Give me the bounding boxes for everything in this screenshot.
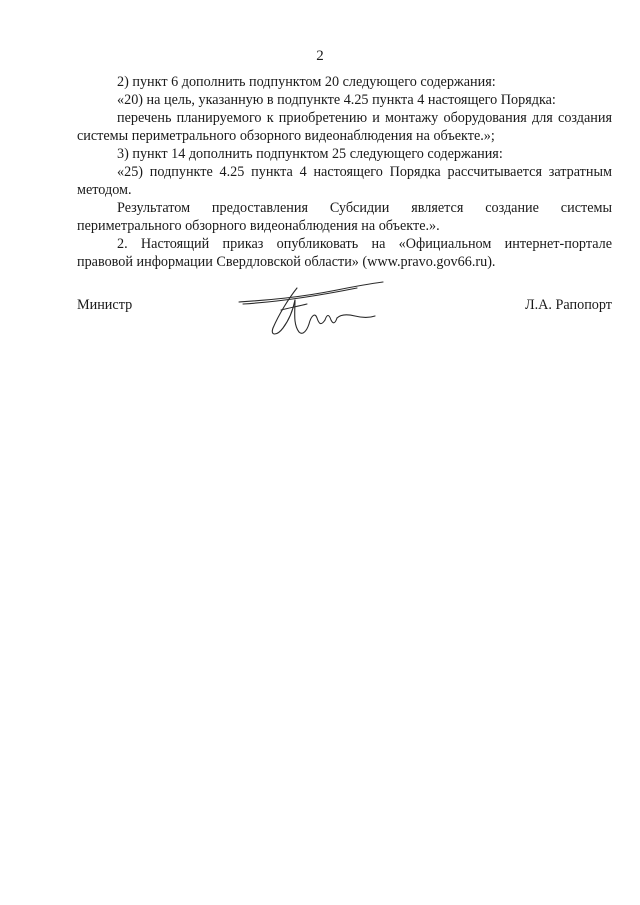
signer-title: Министр	[77, 297, 133, 313]
paragraph: перечень планируемого к приобретению и монтажу оборудования для создания системы периметрального обзорного видеонаблюдения на объекте.»;	[77, 110, 612, 144]
page-number: 2	[316, 48, 324, 64]
signer-name: Л.А. Рапопорт	[525, 297, 612, 313]
paragraph: «25) подпункте 4.25 пункта 4 настоящего Порядка рассчитывается затратным методом.	[77, 164, 612, 198]
handwritten-signature	[237, 280, 387, 342]
signature-block	[77, 280, 612, 340]
document-body	[77, 73, 612, 271]
paragraph: 2. Настоящий приказ опубликовать на «Официальном интернет-портале правовой информации Свердловской области» (www.pravo.gov66.ru).	[77, 236, 612, 270]
paragraph: 2) пункт 6 дополнить подпунктом 20 следующего содержания:	[117, 74, 496, 90]
paragraph: 3) пункт 14 дополнить подпунктом 25 следующего содержания:	[117, 146, 503, 162]
paragraph: «20) на цель, указанную в подпункте 4.25 пункта 4 настоящего Порядка:	[117, 92, 556, 108]
paragraph: Результатом предоставления Субсидии является создание системы периметрального обзорного видеонаблюдения на объекте.».	[77, 200, 612, 234]
